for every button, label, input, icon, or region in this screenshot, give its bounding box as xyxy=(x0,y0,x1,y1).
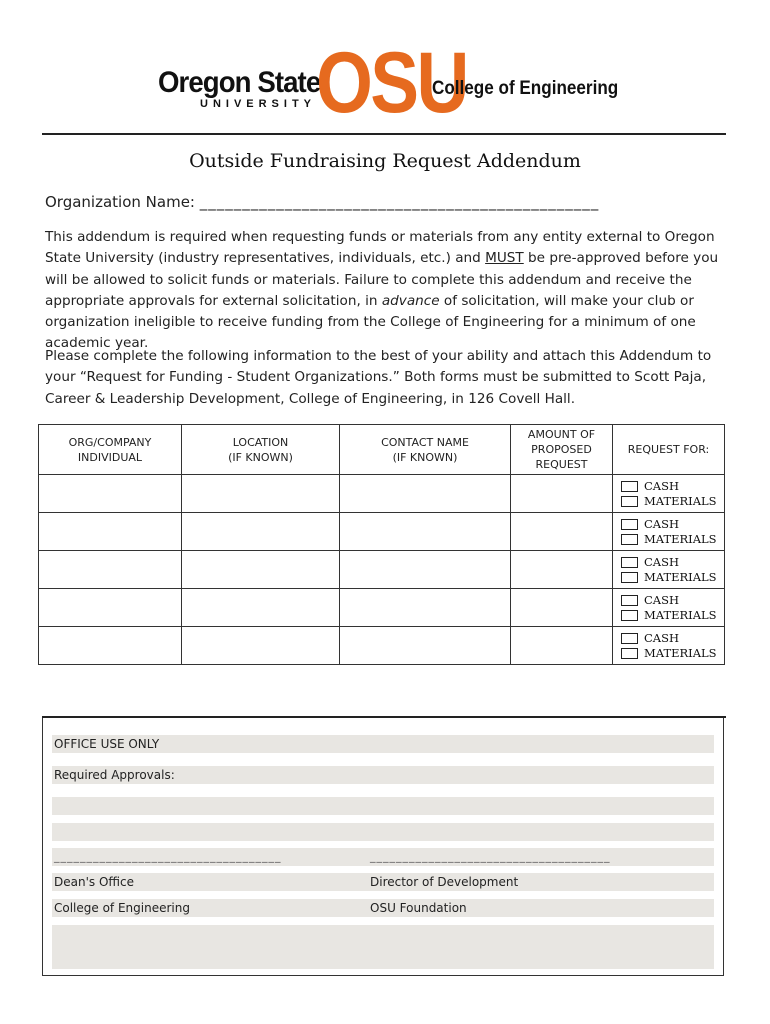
materials-option[interactable]: MATERIALS xyxy=(621,570,724,585)
request-for-cell xyxy=(613,551,725,589)
amount-cell[interactable] xyxy=(511,475,613,513)
approval-field-2[interactable] xyxy=(52,823,714,841)
request-for-cell xyxy=(613,513,725,551)
header-location: LOCATION (IF KNOWN) xyxy=(182,425,340,475)
materials-option[interactable]: MATERIALS xyxy=(621,608,724,623)
location-cell[interactable] xyxy=(182,627,340,665)
dean-signature-line[interactable]: ___________________________________ xyxy=(54,850,282,863)
amount-cell[interactable] xyxy=(511,589,613,627)
contact-cell[interactable] xyxy=(340,513,511,551)
cash-option[interactable]: CASH xyxy=(621,593,724,608)
notes-field[interactable] xyxy=(52,925,714,969)
osu-foundation-label: OSU Foundation xyxy=(370,901,467,915)
page-title: Outside Fundraising Request Addendum xyxy=(189,150,581,172)
org-cell[interactable] xyxy=(39,589,182,627)
amount-cell[interactable] xyxy=(511,551,613,589)
cash-option[interactable]: CASH xyxy=(621,555,724,570)
materials-checkbox[interactable] xyxy=(621,610,638,621)
materials-checkbox[interactable] xyxy=(621,534,638,545)
location-cell[interactable] xyxy=(182,513,340,551)
materials-checkbox[interactable] xyxy=(621,496,638,507)
cash-checkbox[interactable] xyxy=(621,595,638,606)
university-wordmark: UNIVERSITY xyxy=(200,98,317,110)
cash-checkbox[interactable] xyxy=(621,519,638,530)
location-cell[interactable] xyxy=(182,589,340,627)
materials-checkbox[interactable] xyxy=(621,648,638,659)
table-row xyxy=(39,475,725,513)
cash-option[interactable]: CASH xyxy=(621,631,724,646)
instructions-paragraph: Please complete the following information to the best of your ability and attach this Addendum to your “Request for Funding - Student Organizations.” Both forms must be submitted to Scott Paja, Career & Leadership Development, College of Engineering, in 126 Covell Hall. xyxy=(45,348,712,407)
office-use-label: OFFICE USE ONLY xyxy=(54,737,160,751)
table-row xyxy=(39,589,725,627)
deans-office-label: Dean's Office xyxy=(54,875,134,889)
request-for-cell xyxy=(613,475,725,513)
oregon-state-wordmark: Oregon State xyxy=(158,66,321,99)
cash-checkbox[interactable] xyxy=(621,633,638,644)
materials-option[interactable]: MATERIALS xyxy=(621,494,724,509)
materials-option[interactable]: MATERIALS xyxy=(621,532,724,547)
college-of-engineering-label: College of Engineering xyxy=(432,78,619,99)
org-cell[interactable] xyxy=(39,475,182,513)
required-approvals-label: Required Approvals: xyxy=(54,768,175,782)
org-cell[interactable] xyxy=(39,513,182,551)
org-cell[interactable] xyxy=(39,551,182,589)
director-signature-line[interactable]: _____________________________________ xyxy=(370,850,611,863)
header-org-company: ORG/COMPANY INDIVIDUAL xyxy=(39,425,182,475)
table-row xyxy=(39,513,725,551)
contact-cell[interactable] xyxy=(340,475,511,513)
materials-checkbox[interactable] xyxy=(621,572,638,583)
table-header-row xyxy=(39,425,725,475)
cash-option[interactable]: CASH xyxy=(621,479,724,494)
materials-option[interactable]: MATERIALS xyxy=(621,646,724,661)
organization-name-field[interactable] xyxy=(45,193,599,211)
contact-cell[interactable] xyxy=(340,589,511,627)
header-divider xyxy=(42,133,726,135)
amount-cell[interactable] xyxy=(511,627,613,665)
cash-checkbox[interactable] xyxy=(621,481,638,492)
table-row xyxy=(39,551,725,589)
director-development-label: Director of Development xyxy=(370,875,519,889)
contact-cell[interactable] xyxy=(340,627,511,665)
organization-name-label: Organization Name: xyxy=(45,193,195,211)
advance-emphasis: advance xyxy=(381,292,440,309)
location-cell[interactable] xyxy=(182,551,340,589)
amount-cell[interactable] xyxy=(511,513,613,551)
request-for-cell xyxy=(613,589,725,627)
header-contact-name: CONTACT NAME (IF KNOWN) xyxy=(340,425,511,475)
header-request-for: REQUEST FOR: xyxy=(613,425,725,475)
organization-name-blank[interactable]: _______________________________________________ xyxy=(199,193,600,211)
header-amount: AMOUNT OF PROPOSED REQUEST xyxy=(511,425,613,475)
cash-checkbox[interactable] xyxy=(621,557,638,568)
osu-logo: OSU xyxy=(316,35,467,131)
org-cell[interactable] xyxy=(39,627,182,665)
must-emphasis: MUST xyxy=(485,250,524,267)
contact-cell[interactable] xyxy=(340,551,511,589)
funding-request-table xyxy=(38,424,725,665)
request-for-cell xyxy=(613,627,725,665)
cash-option[interactable]: CASH xyxy=(621,517,724,532)
college-engineering-label: College of Engineering xyxy=(54,901,190,915)
location-cell[interactable] xyxy=(182,475,340,513)
approval-field-1[interactable] xyxy=(52,797,714,815)
intro-paragraph: This addendum is required when requesting funds or materials from any entity external to Oregon State University (industry representatives, individuals, etc.) and MUST be pre-approved before you will be allowed to solicit funds or materials. Failure to complete this addendum and receive the appropriate approvals for external solicitation, in advance of solicitation, will make your club or organization ineligible to receive funding from the College of Engineering for a minimum of one academic year. xyxy=(45,229,719,352)
table-row xyxy=(39,627,725,665)
